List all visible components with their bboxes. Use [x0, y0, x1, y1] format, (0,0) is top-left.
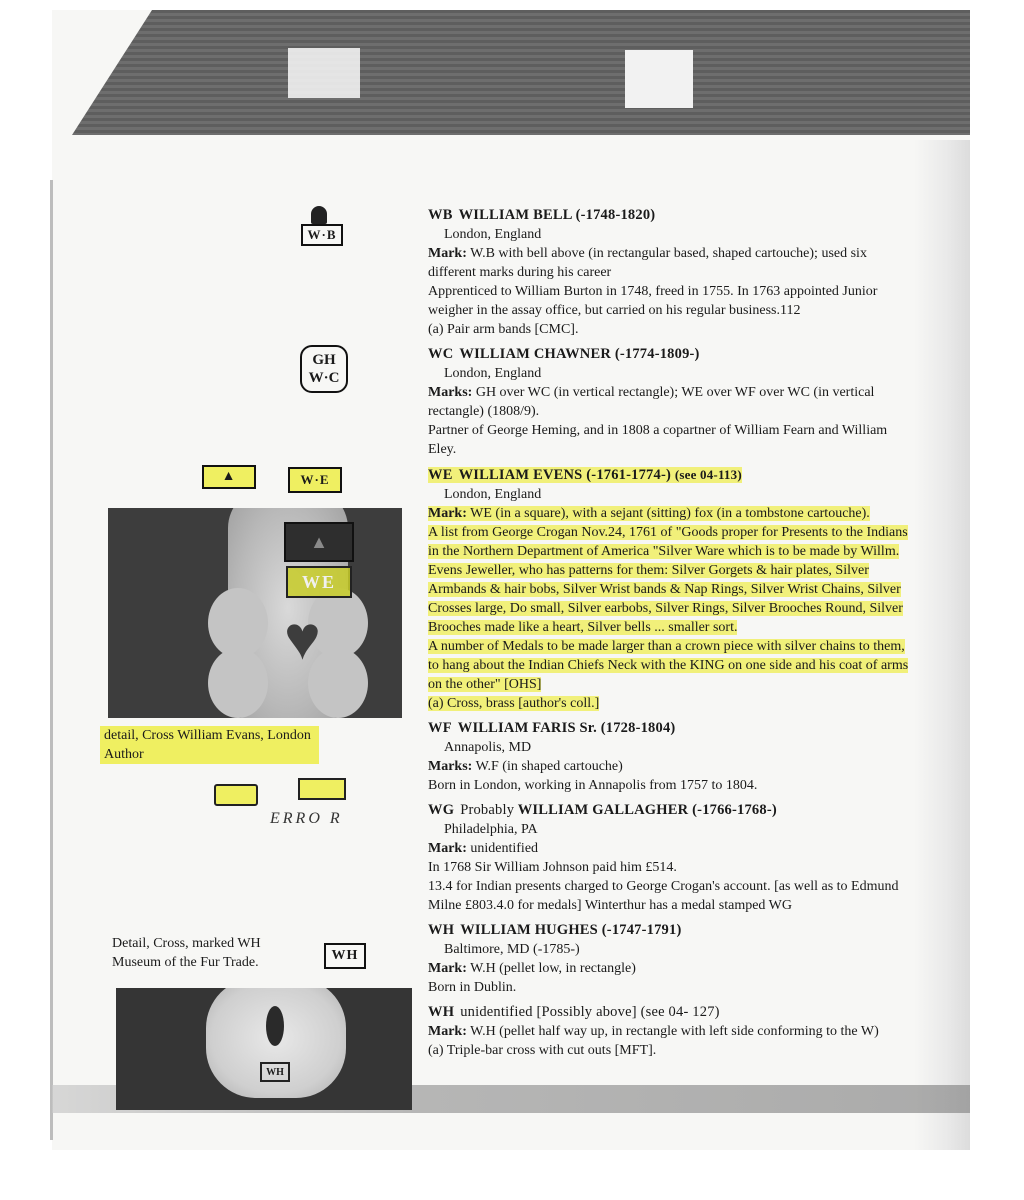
entry-heading: [428, 921, 916, 940]
entry-wh: [428, 921, 916, 997]
entry-body: Born in London, working in Annapolis from 1757 to 1804.: [428, 778, 758, 793]
entry-location: London, England: [444, 227, 542, 242]
scan-shadow-band: [52, 10, 970, 135]
entry-location: London, England: [444, 366, 542, 381]
mark-wb: W·B: [301, 224, 343, 246]
entry-code: WB: [428, 207, 453, 223]
entry-mark: [428, 839, 916, 858]
entry-mark: [428, 383, 916, 421]
punch-hole: [625, 50, 693, 108]
entry-wf: [428, 719, 916, 795]
fox-icon: ▲: [221, 469, 237, 484]
mark-we: W·E: [288, 467, 342, 493]
caption-wh: [112, 934, 302, 972]
entry-wh-unidentified: [428, 1003, 916, 1060]
mark-highlight: [428, 506, 870, 521]
entry-location: Baltimore, MD (-1785-): [444, 942, 580, 957]
entry-see-ref: (see 04- 127): [640, 1004, 720, 1020]
entry-mark: [428, 244, 916, 282]
body-highlight: A number of Medals to be made larger than a crown piece with silver chains to them, to hang about the Indian Chiefs Neck with the KING on one side and his coat of arms on the other" [OHS]: [428, 639, 909, 692]
body-highlight: A list from George Crogan Nov.24, 1761 of "Goods proper for Presents to the Indians in the Northern Department of America "Silver Ware which is to be made by Willm. Evens Jeweller, who has patterns for them: Silver Gorgets & hair plates, Silver Armbands & hair bobs, Silver Wrist bands & Nap Rings, Silver Wrist Chains, Silver Crosses large, Do small, Silver earbobs, Silver Rings, Silver Brooches Round, Silver Brooches made like a heart, Silver bells ... smaller sort.: [428, 525, 908, 635]
entry-body: [428, 523, 916, 637]
photo-wh-cross: [116, 988, 412, 1110]
entry-code: WH: [428, 922, 455, 938]
mark-label: Mark:: [428, 246, 467, 261]
photo-mark-wh: WH: [260, 1062, 290, 1082]
entry-heading-highlight: [428, 467, 742, 483]
caption-line: Detail, Cross, marked WH: [112, 936, 261, 951]
error-mark: [298, 778, 346, 800]
mark-wc: W·C: [308, 370, 340, 386]
caption-line: detail, Cross William Evans, London: [104, 728, 311, 743]
mark-text: GH over WC (in vertical rectangle); WE over WF over WC (in vertical rectangle) (1808/9).: [428, 385, 875, 419]
caption-line: Museum of the Fur Trade.: [112, 955, 259, 970]
entry-heading: [428, 1003, 916, 1022]
mark-gh-wc: [300, 345, 348, 393]
entry-body: Partner of George Heming, and in 1808 a copartner of William Fearn and William Eley.: [428, 423, 888, 457]
mark-gh: GH: [312, 352, 336, 368]
entry-body: [428, 694, 916, 713]
page-edge: [50, 180, 53, 1140]
entry-we: [428, 465, 916, 713]
entry-name: WILLIAM HUGHES (-1747-1791): [460, 922, 682, 938]
entry-heading: [428, 345, 916, 364]
mark-label: Mark:: [428, 1024, 467, 1039]
heart-icon: ♥: [284, 605, 321, 673]
entry-mark: [428, 504, 916, 523]
caption-line: Author: [104, 747, 144, 762]
entry-heading: [428, 719, 916, 738]
entry-body: 13.4 for Indian presents charged to George Crogan's account. [as well as to Edmund Milne £803.4.0 for medals] Winterthur has a medal stamped WG: [428, 879, 899, 913]
entry-see-ref: (see 04-113): [674, 467, 742, 482]
entry-mark: [428, 1022, 916, 1041]
mark-text: W.B with bell above (in rectangular based, shaped cartouche); used six different marks during his career: [428, 246, 867, 280]
scanned-page: [52, 10, 970, 1150]
entries-column: [428, 206, 916, 1066]
entry-heading: [428, 206, 916, 225]
bell-icon: [311, 206, 327, 224]
entry-wg: [428, 801, 916, 915]
entry-body: (a) Triple-bar cross with cut outs [MFT].: [428, 1043, 657, 1058]
entry-body: (a) Pair arm bands [CMC].: [428, 322, 579, 337]
entry-body: Apprenticed to William Burton in 1748, freed in 1755. In 1763 appointed Junior weigher in the assay office, but carried on his regular business.112: [428, 284, 878, 318]
punch-hole: [288, 48, 360, 98]
entry-name: WILLIAM FARIS Sr. (1728-1804): [457, 720, 676, 736]
mark-label: Mark:: [428, 841, 467, 856]
entry-name: WILLIAM BELL (-1748-1820): [458, 207, 656, 223]
entry-code: WH: [428, 1004, 455, 1020]
mark-text: W.H (pellet half way up, in rectangle with left side conforming to the W): [470, 1024, 879, 1039]
entry-qualifier: Probably: [460, 802, 515, 818]
entry-heading: [428, 465, 916, 485]
entry-name: WILLIAM EVENS (-1761-1774-): [458, 467, 672, 483]
mark-text: WE (in a square), with a sejant (sitting) fox (in a tombstone cartouche).: [470, 506, 870, 521]
entry-wb: [428, 206, 916, 339]
photo-evens-cross: [108, 508, 402, 718]
body-highlight: (a) Cross, brass [author's coll.]: [428, 696, 600, 711]
entry-code: WE: [428, 467, 453, 483]
caption-evens: [100, 726, 319, 764]
entry-body: [428, 637, 916, 694]
entry-mark: [428, 959, 916, 978]
mark-wh: WH: [324, 943, 366, 969]
entry-wc: [428, 345, 916, 459]
entry-heading: [428, 801, 916, 820]
entry-location: London, England: [444, 487, 542, 502]
entry-code: WG: [428, 802, 455, 818]
mark-text: unidentified: [470, 841, 539, 856]
photo-mark-we: WE: [286, 566, 352, 598]
entry-code: WF: [428, 720, 452, 736]
entry-location: Philadelphia, PA: [444, 822, 538, 837]
mark-text: W.F (in shaped cartouche): [475, 759, 623, 774]
cross-lobe: [208, 648, 268, 718]
cutout-shape: [266, 1006, 284, 1046]
entry-mark: [428, 757, 916, 776]
entry-location: Annapolis, MD: [444, 740, 532, 755]
entry-qualifier: unidentified [Possibly above]: [460, 1004, 637, 1020]
entry-code: WC: [428, 346, 454, 362]
error-mark: [214, 784, 258, 806]
mark-text: W.H (pellet low, in rectangle): [470, 961, 636, 976]
entry-name: WILLIAM GALLAGHER (-1766-1768-): [517, 802, 777, 818]
fox-mark: [202, 465, 256, 489]
handwritten-note: ERRO R: [270, 810, 343, 827]
fox-icon: ▲: [284, 522, 354, 562]
mark-label: Marks:: [428, 385, 473, 400]
scan-fade: [914, 140, 970, 1150]
mark-label: Mark:: [428, 506, 467, 521]
entry-name: WILLIAM CHAWNER (-1774-1809-): [459, 346, 700, 362]
mark-label: Marks:: [428, 759, 473, 774]
entry-body: In 1768 Sir William Johnson paid him £514.: [428, 860, 677, 875]
mark-label: Mark:: [428, 961, 467, 976]
entry-body: Born in Dublin.: [428, 980, 517, 995]
